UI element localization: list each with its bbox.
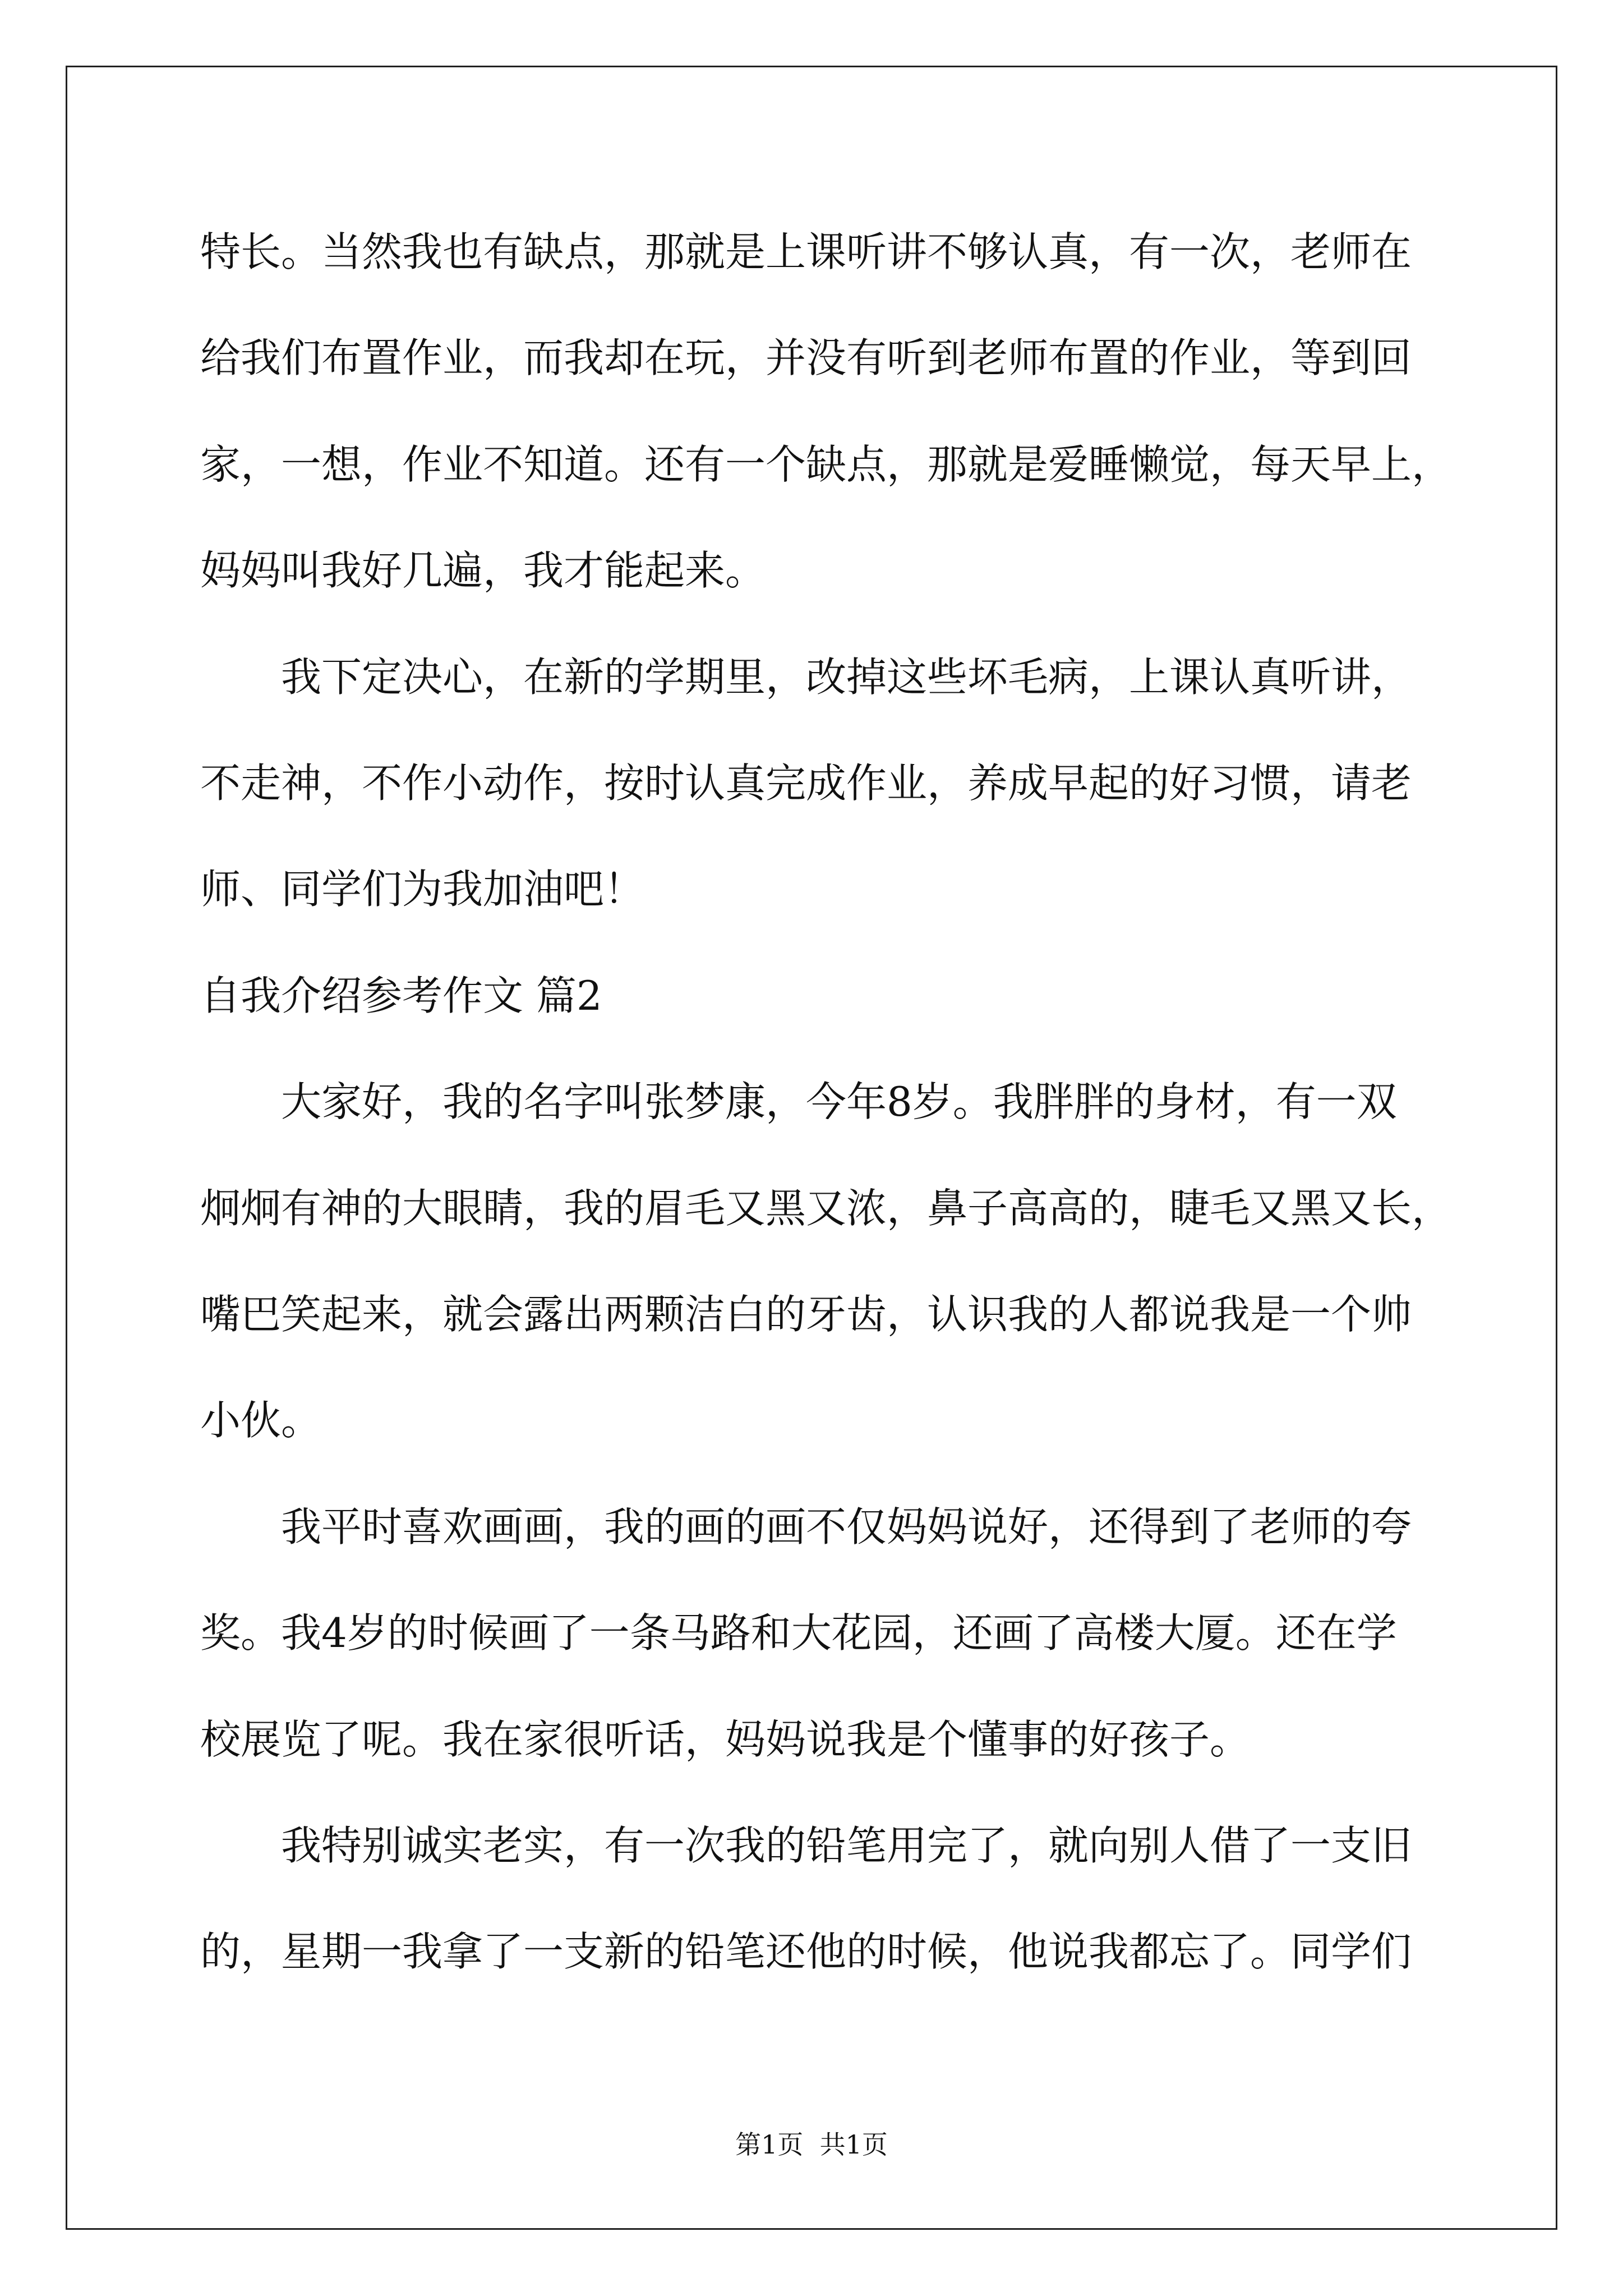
paragraph-line: 家，一想，作业不知道。还有一个缺点，那就是爱睡懒觉，每天早上，: [200, 441, 1453, 488]
paragraph-line: 我下定决心，在新的学期里，改掉这些坏毛病，上课认真听讲，: [281, 654, 1412, 701]
paragraph-line: 大家好，我的名字叫张梦康，今年8岁。我胖胖的身材，有一双: [281, 1078, 1397, 1125]
paragraph-line: 炯炯有神的大眼睛，我的眉毛又黑又浓，鼻子高高的，睫毛又黑又长，: [200, 1185, 1453, 1232]
paragraph-line: 特长。当然我也有缺点，那就是上课听讲不够认真，有一次，老师在: [200, 228, 1412, 275]
paragraph-line: 我平时喜欢画画，我的画的画不仅妈妈说好，还得到了老师的夸: [281, 1503, 1412, 1550]
paragraph-line: 给我们布置作业，而我却在玩，并没有听到老师布置的作业，等到回: [200, 334, 1412, 381]
page-footer: 第1页 共1页: [735, 2129, 888, 2160]
paragraph-line: 校展览了呢。我在家很听话，妈妈说我是个懂事的好孩子。: [200, 1716, 1251, 1763]
paragraph-line: 小伙。: [200, 1397, 322, 1444]
section-heading: 自我介绍参考作文 篇2: [200, 972, 602, 1019]
paragraph-line: 妈妈叫我好几遍，我才能起来。: [200, 547, 766, 594]
paragraph-line: 嘴巴笑起来，就会露出两颗洁白的牙齿，认识我的人都说我是一个帅: [200, 1291, 1412, 1338]
paragraph-line: 奖。我4岁的时候画了一条马路和大花园，还画了高楼大厦。还在学: [200, 1609, 1397, 1657]
paragraph-line: 不走神，不作小动作，按时认真完成作业，养成早起的好习惯，请老: [200, 760, 1412, 807]
page-border: [66, 66, 1557, 2230]
paragraph-line: 的，星期一我拿了一支新的铅笔还他的时候，他说我都忘了。同学们: [200, 1928, 1412, 1975]
paragraph-line: 我特别诚实老实，有一次我的铅笔用完了，就向别人借了一支旧: [281, 1822, 1412, 1869]
paragraph-line: 师、同学们为我加油吧！: [200, 866, 645, 913]
